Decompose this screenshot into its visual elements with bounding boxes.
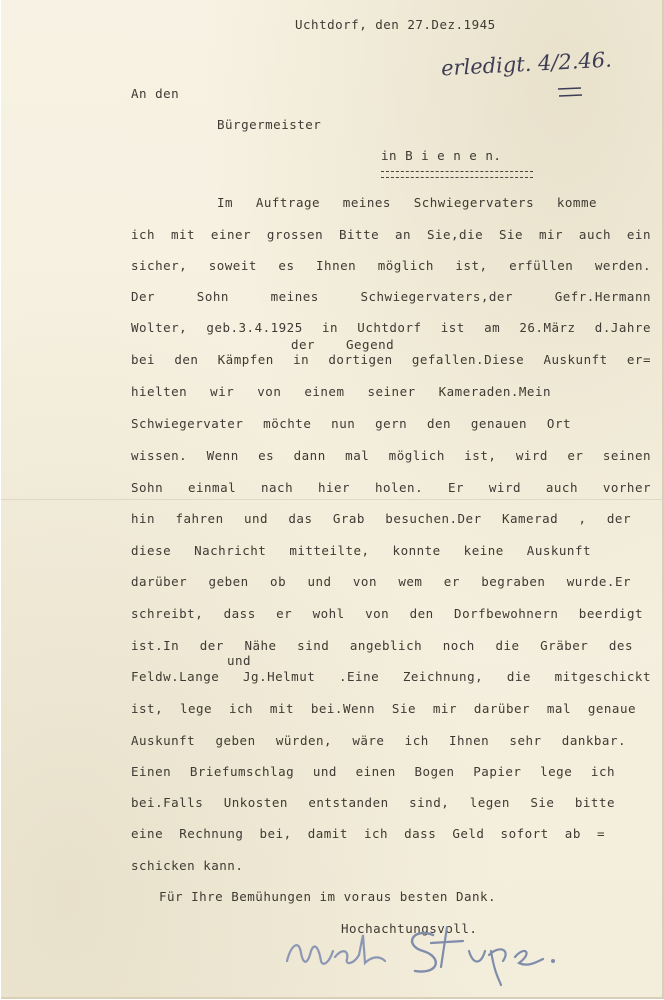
body-line: darüber geben ob und von wem er begraben wurde.Er [131,574,631,589]
handwritten-signature [263,905,583,990]
body-line: Schwiegervater möchte nun gern den genauen Ort [131,416,571,431]
letter-page [1,0,664,999]
salutation: An den [131,86,180,101]
body-line: diese Nachricht mitteilte, konnte keine Auskunft [131,543,591,558]
body-line: sicher, soweit es Ihnen möglich ist, erfüllen werden. [131,258,651,273]
body-line: schreibt, dass er wohl von den Dorfbewohnern beerdigt [131,606,643,621]
inserted-word-der: der [291,337,316,352]
body-line: Feldw.Lange Jg.Helmut .Eine Zeichnung, die mitgeschickt [131,669,651,684]
closing: Hochachtungsvoll. [341,921,478,936]
body-line: Auskunft geben würden, wäre ich Ihnen sehr dankbar. [131,733,626,748]
inserted-word-gegend: Gegend [346,337,395,352]
location-underline [381,171,533,178]
body-line: schicken kann. [131,858,244,873]
body-line: Im Auftrage meines Schwiegervaters komme [217,195,597,210]
recipient: Bürgermeister [217,117,322,132]
body-line: ist.In der Nähe sind angeblich noch die Gräber des [131,638,633,653]
body-line: Einen Briefumschlag und einen Bogen Papier lege ich [131,764,615,779]
body-line: Der Sohn meines Schwiegervaters,der Gefr.Hermann [131,289,651,304]
body-line: bei.Falls Unkosten entstanden sind, legen Sie bitte [131,795,615,810]
note-double-underline [557,86,583,100]
place-date: Uchtdorf, den 27.Dez.1945 [295,17,496,32]
location: in B i e n e n. [381,148,502,163]
closing-thanks: Für Ihre Bemühungen im voraus besten Dank. [159,889,497,904]
inserted-word-und: und [227,653,252,668]
body-line: hielten wir von einem seiner Kameraden.Mein [131,384,551,399]
body-line: Wolter, geb.3.4.1925 in Uchtdorf ist am 26.März d.Jahre [131,320,651,335]
body-line: ist, lege ich mit bei.Wenn Sie mir darüber mal genaue [131,701,636,716]
body-line: wissen. Wenn es dann mal möglich ist, wird er seinen [131,448,651,463]
body-line: eine Rechnung bei, damit ich dass Geld sofort ab = [131,826,605,841]
handwritten-note: erledigt. 4/2.46. [440,47,613,81]
paper-fold [1,499,662,500]
body-line: Sohn einmal nach hier holen. Er wird auch vorher [131,480,651,495]
body-line: hin fahren und das Grab besuchen.Der Kamerad , der [131,511,631,526]
body-line: bei den Kämpfen in dortigen gefallen.Diese Auskunft er= [131,352,651,367]
body-line: ich mit einer grossen Bitte an Sie,die Sie mir auch ein [131,227,651,242]
